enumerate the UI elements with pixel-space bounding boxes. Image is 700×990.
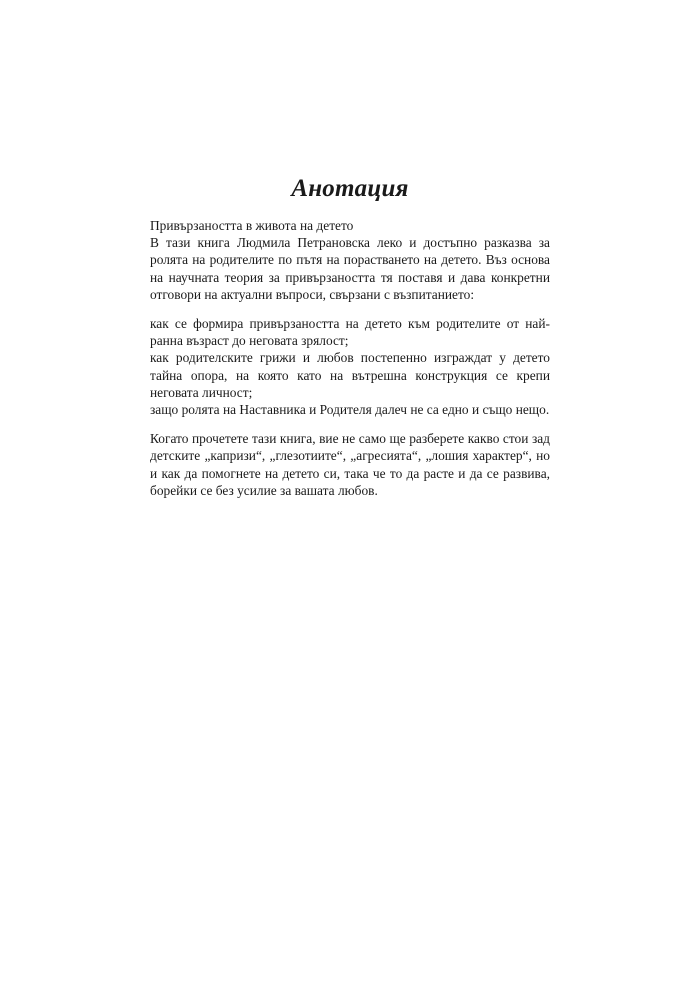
conclusion-paragraph: Когато прочетете тази книга, вие не само ще разберете какво стои зад детските „капризи“, „глезотиите“, „агресията“, „лошия характер“, но и как да помогнете на детето си, така че то да расте и да се развива, борейки се без усилие за вашата любов. <box>150 431 550 498</box>
point-item-1: как се формира привързаността на детето към родителите от най-ранна възраст до неговата зрялост; <box>150 316 550 349</box>
point-item-2: как родителските грижи и любов постепенно изграждат у детето тайна опора, на която като на вътрешна конструкция се крепи неговата личност; <box>150 350 550 400</box>
annotation-subtitle: Привързаността в живота на детето <box>150 218 354 233</box>
intro-paragraph: В тази книга Людмила Петрановска леко и достъпно разказва за ролята на родителите по пътя на порастването на детето. Въз основа на научната теория за привързаността тя поставя и дава конкретни отговори на актуални въпроси, свързани с възпитанието: <box>150 235 550 302</box>
annotation-body <box>150 217 550 499</box>
page-title: Анотация <box>291 175 409 202</box>
point-item-3: защо ролята на Наставника и Родителя далеч не са едно и също нещо. <box>150 402 550 418</box>
paragraph-gap <box>150 303 550 315</box>
paragraph-gap <box>150 418 550 430</box>
